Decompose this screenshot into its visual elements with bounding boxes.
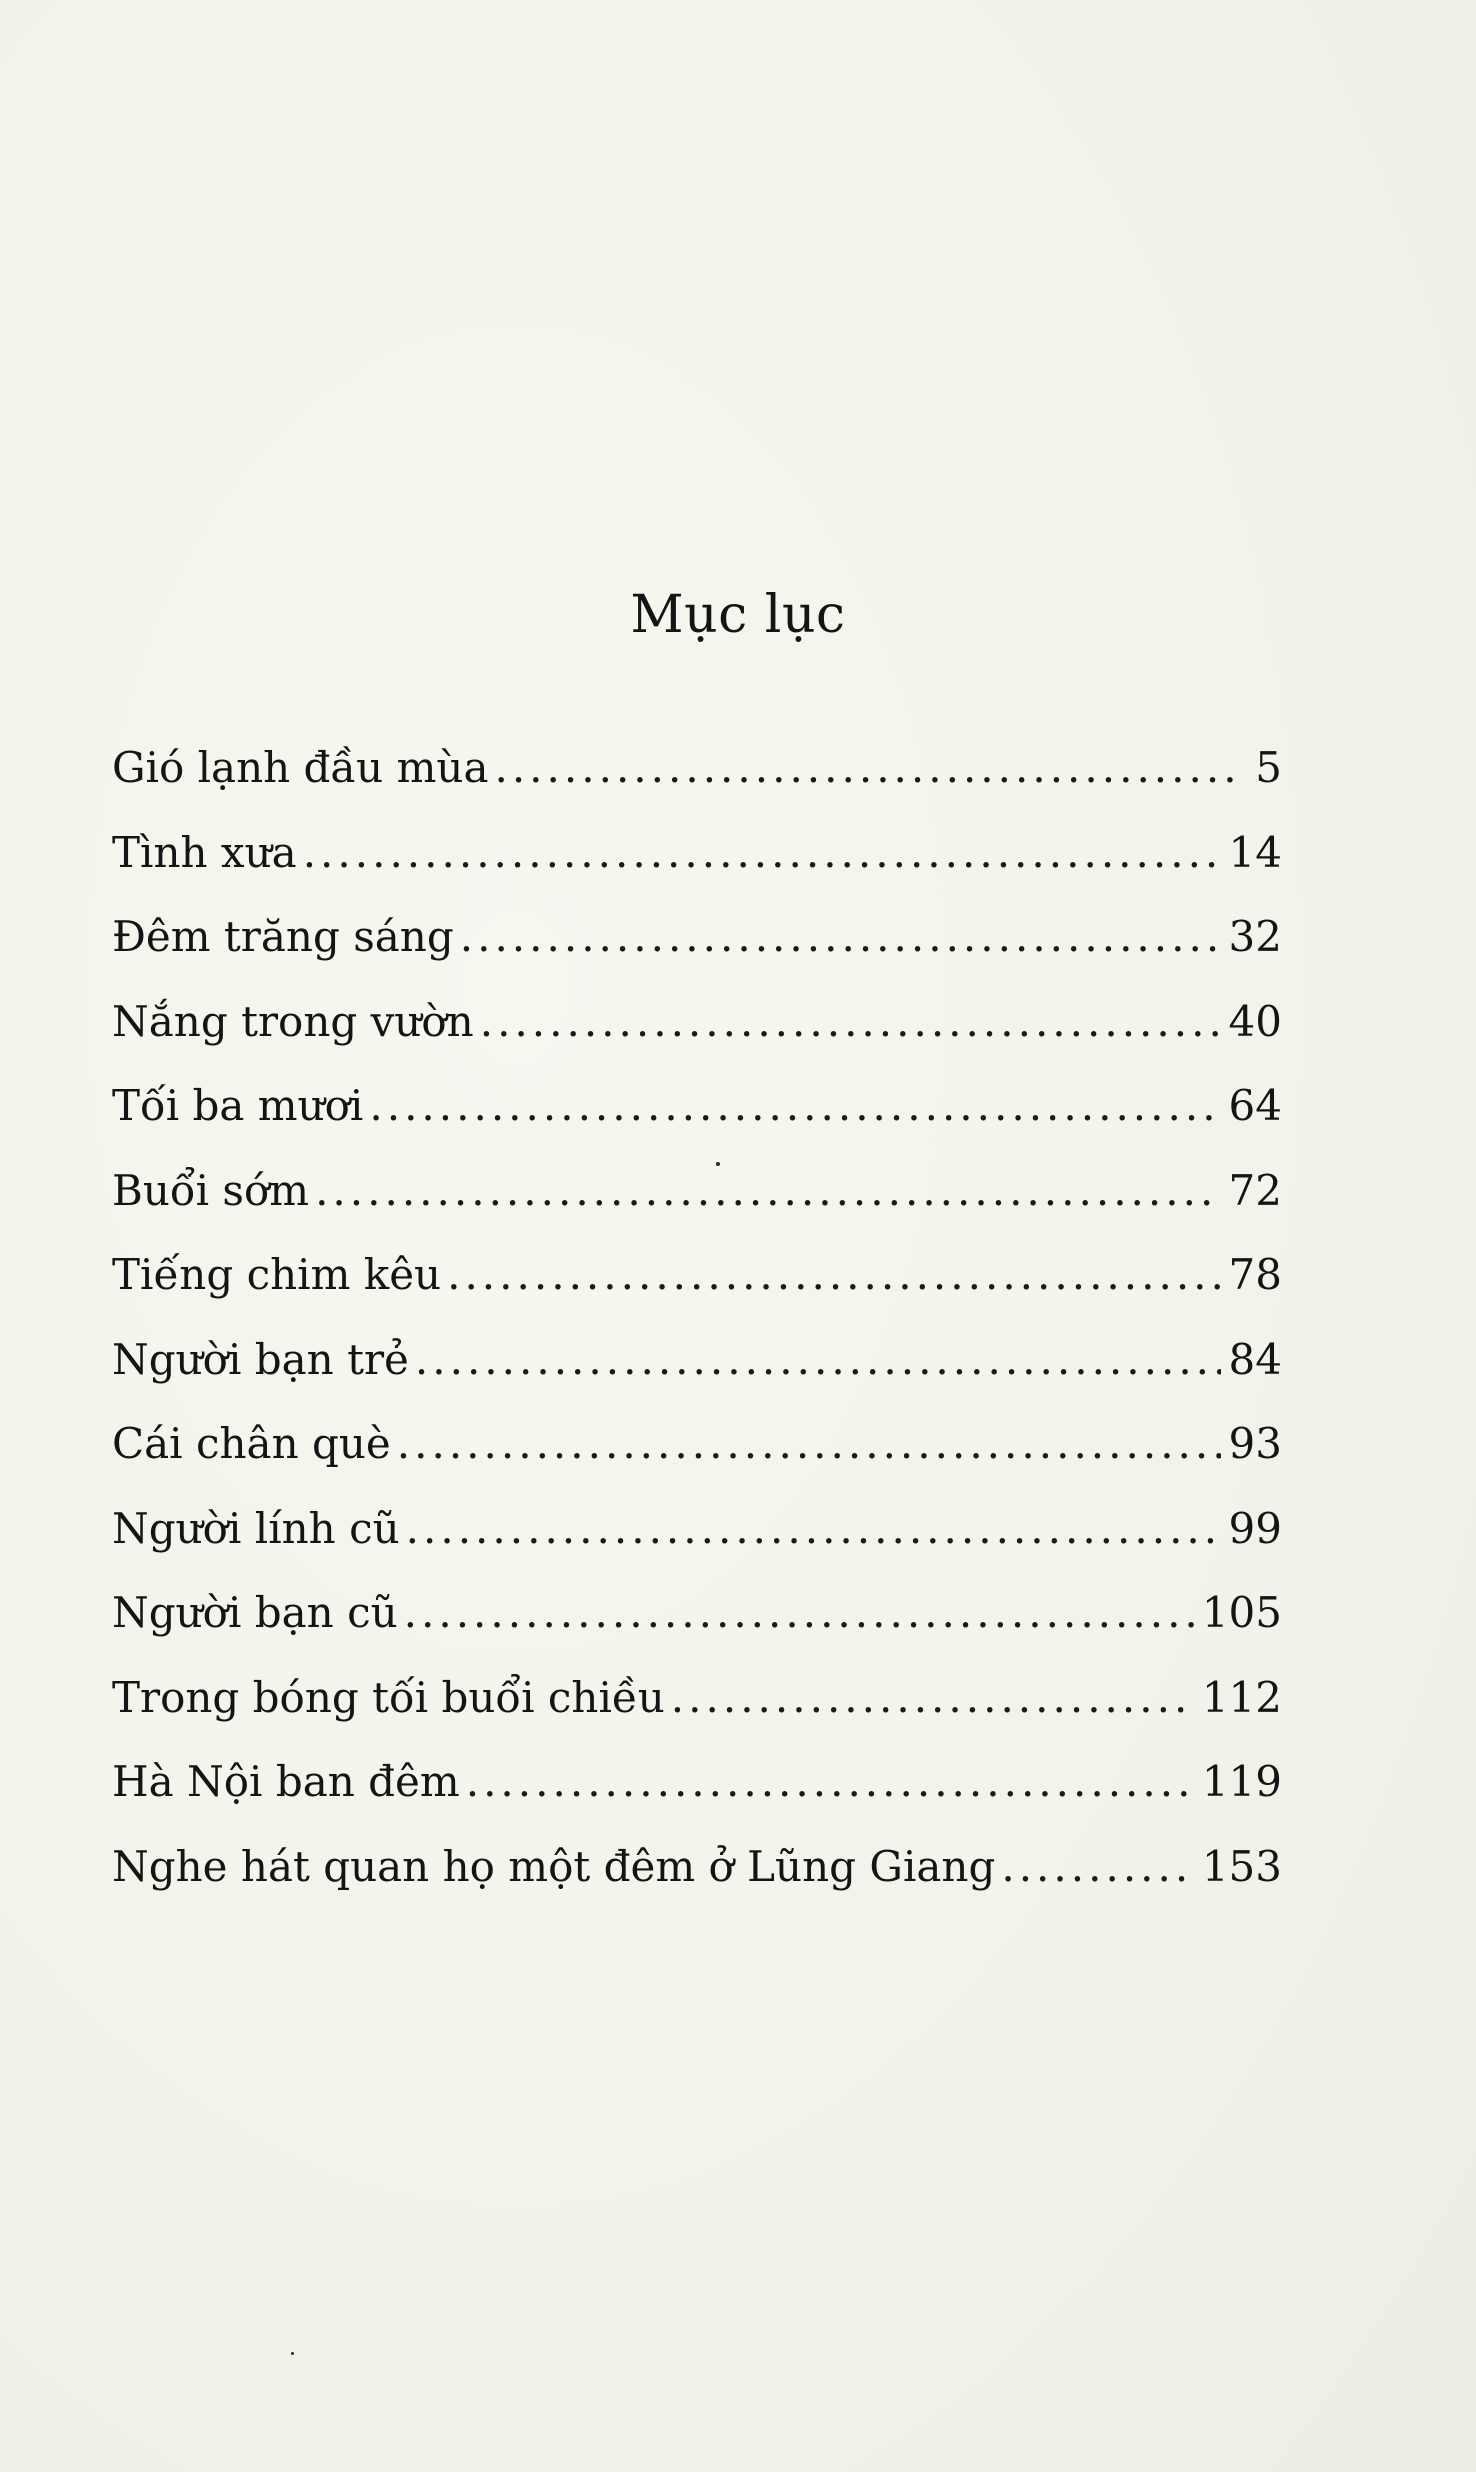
toc-entry-title: Trong bóng tối buổi chiều (112, 1672, 665, 1722)
toc-entry-page: 32 (1228, 912, 1282, 961)
toc-entry (112, 1161, 1282, 1246)
dot-leader (315, 1161, 1220, 1221)
toc-entry (112, 1583, 1282, 1668)
toc-entry-title: Tiếng chim kêu (112, 1250, 442, 1299)
ink-speck (291, 2352, 294, 2355)
table-of-contents (112, 738, 1282, 1921)
toc-entry (112, 1076, 1282, 1161)
toc-entry-page: 112 (1201, 1672, 1282, 1722)
dot-leader (466, 1752, 1194, 1812)
toc-entry (112, 738, 1282, 823)
dot-leader (415, 1330, 1221, 1390)
toc-entry-title: Buổi sớm (112, 1165, 310, 1215)
dot-leader (369, 1076, 1220, 1136)
toc-entry (112, 823, 1282, 908)
page-title: Mục lục (630, 585, 846, 645)
dot-leader (404, 1583, 1194, 1643)
dot-leader (671, 1668, 1194, 1728)
toc-entry-title: Người bạn cũ (112, 1588, 398, 1637)
toc-entry-page: 84 (1228, 1334, 1282, 1384)
toc-entry (112, 1837, 1282, 1922)
toc-entry-page: 64 (1228, 1081, 1282, 1130)
dot-leader (1001, 1837, 1193, 1897)
dot-leader (460, 907, 1221, 967)
toc-entry (112, 1330, 1282, 1415)
toc-entry (112, 1752, 1282, 1837)
toc-entry (112, 1414, 1282, 1499)
toc-entry-title: Người bạn trẻ (112, 1334, 409, 1384)
toc-entry-page: 14 (1228, 827, 1282, 877)
toc-entry-page: 72 (1228, 1165, 1282, 1215)
toc-entry-page: 40 (1228, 996, 1282, 1046)
toc-entry (112, 1499, 1282, 1584)
toc-entry-title: Cái chân què (112, 1419, 391, 1468)
toc-entry-title: Tối ba mươi (112, 1081, 364, 1130)
toc-entry (112, 907, 1282, 992)
toc-entry (112, 1668, 1282, 1753)
toc-entry-page: 5 (1255, 743, 1282, 792)
toc-entry-title: Đêm trăng sáng (112, 912, 454, 961)
dot-leader (406, 1499, 1221, 1559)
dot-leader (303, 823, 1221, 883)
ink-speck (716, 1162, 720, 1166)
toc-entry-page: 99 (1228, 1503, 1282, 1553)
toc-entry-page: 78 (1228, 1250, 1282, 1299)
toc-entry (112, 1245, 1282, 1330)
toc-entry-page: 105 (1201, 1588, 1282, 1637)
dot-leader (447, 1245, 1220, 1305)
toc-entry-title: Nắng trong vườn (112, 996, 474, 1046)
toc-entry-page: 119 (1201, 1757, 1282, 1806)
toc-entry-title: Nghe hát quan họ một đêm ở Lũng Giang (112, 1841, 996, 1891)
toc-entry-title: Người lính cũ (112, 1503, 400, 1553)
toc-entry-page: 93 (1228, 1419, 1282, 1468)
toc-entry-title: Hà Nội ban đêm (112, 1757, 460, 1806)
dot-leader (480, 992, 1221, 1052)
toc-entry-page: 153 (1201, 1841, 1282, 1891)
toc-entry (112, 992, 1282, 1077)
toc-entry-title: Gió lạnh đầu mùa (112, 743, 489, 792)
dot-leader (397, 1414, 1221, 1474)
dot-leader (494, 738, 1234, 798)
toc-entry-title: Tình xưa (112, 827, 297, 877)
